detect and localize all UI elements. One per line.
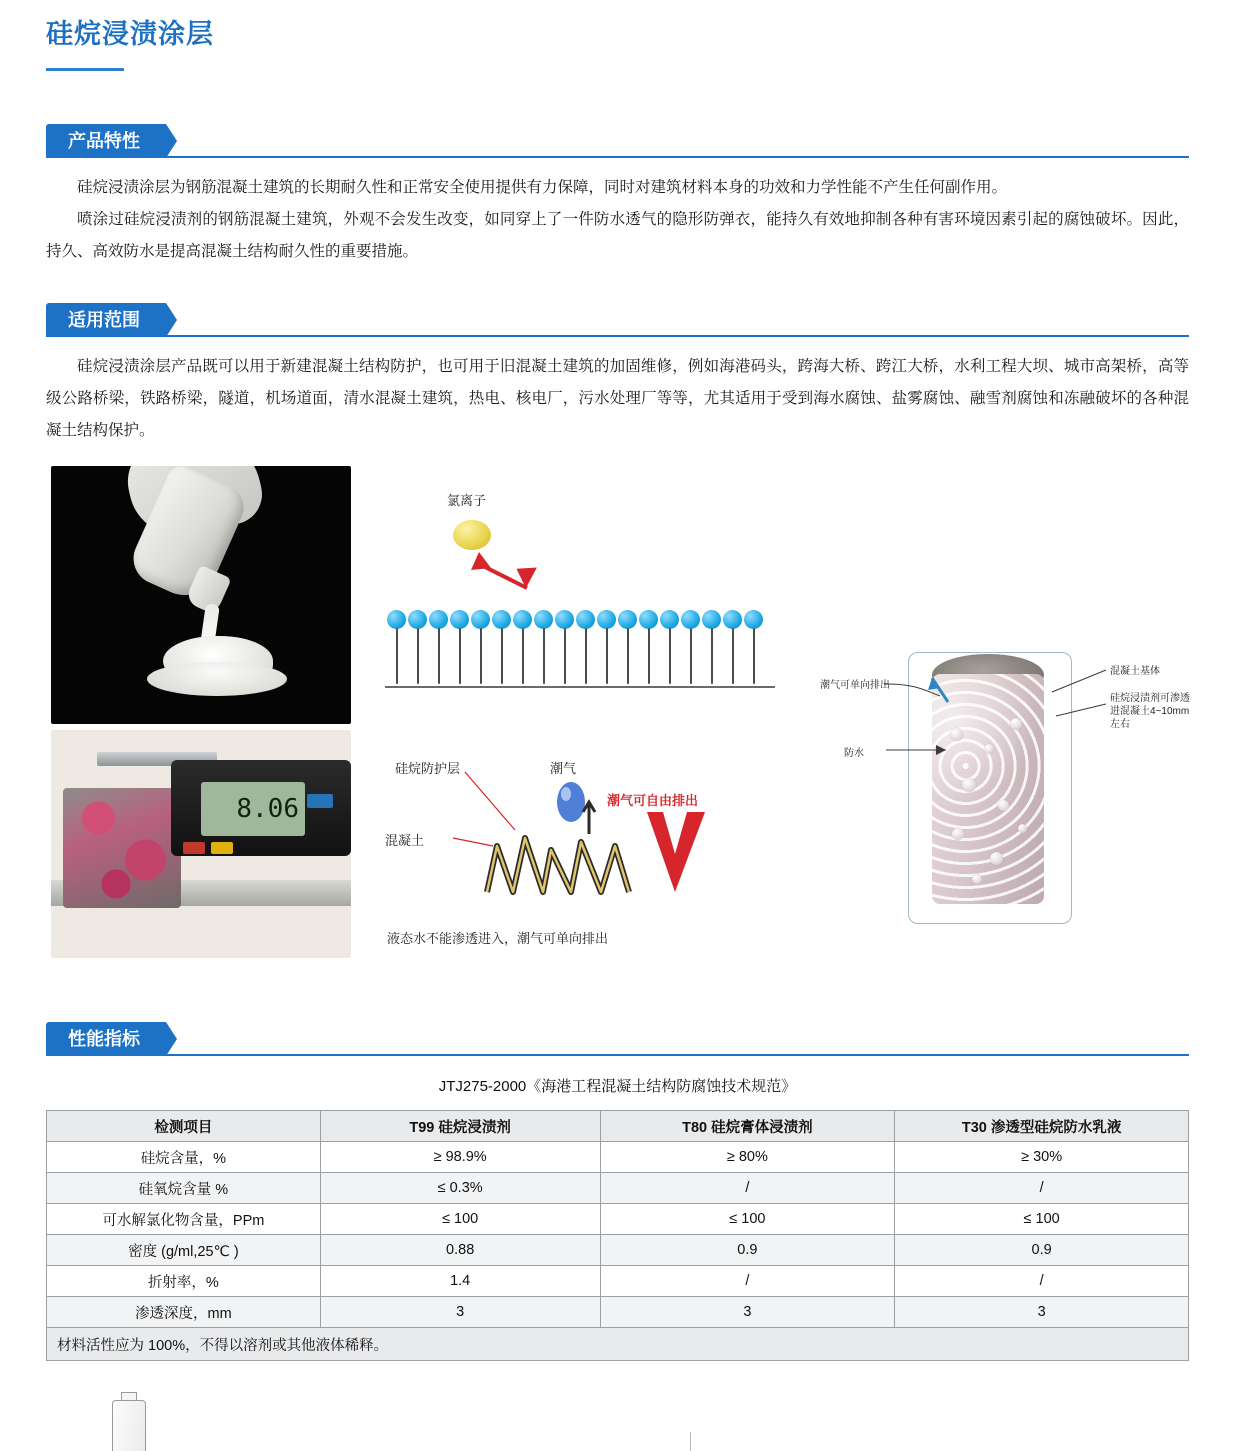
table-row [47, 1235, 1189, 1266]
label-moisture-one-way: 潮气可单向排出 [820, 680, 890, 691]
label-water-cannot-penetrate: 液态水不能渗透进入，潮气可单向排出 [387, 931, 609, 946]
title-underline [46, 68, 124, 71]
cell-item: 可水解氯化物含量，PPm [47, 1204, 321, 1235]
section-heading-rule [46, 1054, 1189, 1056]
table-standard-title: JTJ275-2000《海港工程混凝土结构防腐蚀技术规范》 [438, 1078, 797, 1095]
can-body-shape [112, 1400, 146, 1451]
table-row [47, 1204, 1189, 1235]
cell-t30: ≤ 100 [895, 1204, 1189, 1235]
table-row [47, 1173, 1189, 1204]
cell-t30: / [895, 1266, 1189, 1297]
table-footer-row [47, 1328, 1189, 1361]
page-bottom-marker [690, 1432, 691, 1451]
table-body [47, 1142, 1189, 1328]
diagram-core-cylinder [820, 640, 1190, 960]
label-concrete: 混凝土 [385, 833, 425, 848]
cell-t99: 3 [320, 1297, 600, 1328]
page-title: 硅烷浸渍涂层 [46, 19, 214, 49]
column-header-t80: T80 硅烷膏体浸渍剂 [600, 1111, 895, 1142]
table-header [47, 1111, 1189, 1142]
cell-t80: 3 [600, 1297, 895, 1328]
table-row [47, 1142, 1189, 1173]
performance-table [46, 1110, 1189, 1361]
partial-product-can-figure [112, 1400, 152, 1451]
column-header-t30: T30 渗透型硅烷防水乳液 [895, 1111, 1189, 1142]
cell-t99: ≥ 98.9% [320, 1142, 600, 1173]
diagram-chloride-barrier [375, 470, 785, 685]
section-product-features [46, 124, 1189, 268]
section-heading-label: 产品特性 [46, 124, 166, 158]
performance-table-wrapper [46, 1110, 1189, 1361]
cell-t80: ≥ 80% [600, 1142, 895, 1173]
label-silane-protective-layer: 硅烷防护层 [395, 761, 461, 776]
section-heading-performance-index [46, 1022, 1189, 1056]
caliper-button-blue [307, 794, 333, 808]
cell-t30: 3 [895, 1297, 1189, 1328]
cell-t30: ≥ 30% [895, 1142, 1189, 1173]
caliper-display: 8.06 [201, 782, 305, 836]
label-penetration-depth: 硅烷浸渍剂可渗透进混凝土4~10mm左右 [1110, 693, 1190, 730]
diagram-breathable-coating [375, 742, 795, 958]
cell-t30: 0.9 [895, 1235, 1189, 1266]
concrete-specimen-shape [63, 788, 181, 908]
section-heading-rule [46, 335, 1189, 337]
cylinder-leader-lines-icon [820, 640, 1190, 960]
table-footnote: 材料活性应为 100%，不得以溶剂或其他液体稀释。 [47, 1328, 1189, 1361]
section-application-scope [46, 303, 1189, 447]
silane-molecule-layer [375, 610, 785, 690]
table-footer [47, 1328, 1189, 1361]
cell-t30: / [895, 1173, 1189, 1204]
label-moisture: 潮气 [550, 761, 577, 776]
paragraph: 硅烷浸渍涂层为钢筋混凝土建筑的长期耐久性和正常安全使用提供有力保障，同时对建筑材料本身的功效和力学性能不产生任何副作用。 [77, 179, 1008, 196]
paragraph: 喷涂过硅烷浸渍剂的钢筋混凝土建筑，外观不会发生改变，如同穿上了一件防水透气的隐形防弹衣，能持久有效地抑制各种有害环境因素引起的腐蚀破坏。因此，持久、高效防水是提高混凝土结构耐久性的重要措施。 [46, 211, 1189, 260]
paragraph: 硅烷浸渍涂层产品既可以用于新建混凝土结构防护，也可用于旧混凝土建筑的加固维修，例如海港码头，跨海大桥、跨江大桥，水利工程大坝、城市高架桥，高等级公路桥梁，铁路桥梁，隧道，机场道面，清水混凝土建筑，热电、核电厂，污水处理厂等等，尤其适用于受到海水腐蚀、盐雾腐蚀、融雪剂腐蚀和冻融破坏的各种混凝土结构保护。 [46, 358, 1189, 439]
photo-silane-bottle [51, 466, 351, 724]
section-heading-label: 适用范围 [46, 303, 166, 337]
cell-item: 折射率，% [47, 1266, 321, 1297]
photo-caliper-measurement [51, 730, 351, 958]
cell-item: 硅氧烷含量 % [47, 1173, 321, 1204]
table-row [47, 1266, 1189, 1297]
label-waterproof: 防水 [844, 748, 864, 759]
cell-item: 渗透深度，mm [47, 1297, 321, 1328]
caliper-button-yellow [211, 842, 233, 854]
column-header-item: 检测项目 [47, 1111, 321, 1142]
column-header-t99: T99 硅烷浸渍剂 [320, 1111, 600, 1142]
substrate-surface-line [385, 686, 775, 688]
cell-t99: 0.88 [320, 1235, 600, 1266]
section-body-product-features [46, 172, 1189, 268]
table-header-row [47, 1111, 1189, 1142]
cell-t80: ≤ 100 [600, 1204, 895, 1235]
cell-t99: ≤ 0.3% [320, 1173, 600, 1204]
section-heading-product-features [46, 124, 1189, 158]
section-body-application-scope [46, 351, 1189, 447]
coating-profile-icon [375, 742, 795, 958]
cell-item: 硅烷含量，% [47, 1142, 321, 1173]
label-concrete-substrate: 混凝土基体 [1110, 666, 1160, 677]
liquid-puddle-base-shape [147, 662, 287, 696]
label-chloride-ion: 氯离子 [447, 493, 487, 508]
cell-t80: / [600, 1266, 895, 1297]
section-heading-rule [46, 156, 1189, 158]
section-performance-index [46, 1022, 1189, 1056]
cell-item: 密度 (g/ml,25℃ ) [47, 1235, 321, 1266]
label-moisture-escape: 潮气可自由排出 [607, 793, 699, 808]
caliper-button-red [183, 842, 205, 854]
section-heading-application-scope [46, 303, 1189, 337]
cell-t80: / [600, 1173, 895, 1204]
table-row [47, 1297, 1189, 1328]
cell-t99: 1.4 [320, 1266, 600, 1297]
cell-t99: ≤ 100 [320, 1204, 600, 1235]
section-heading-label: 性能指标 [46, 1022, 166, 1056]
cell-t80: 0.9 [600, 1235, 895, 1266]
